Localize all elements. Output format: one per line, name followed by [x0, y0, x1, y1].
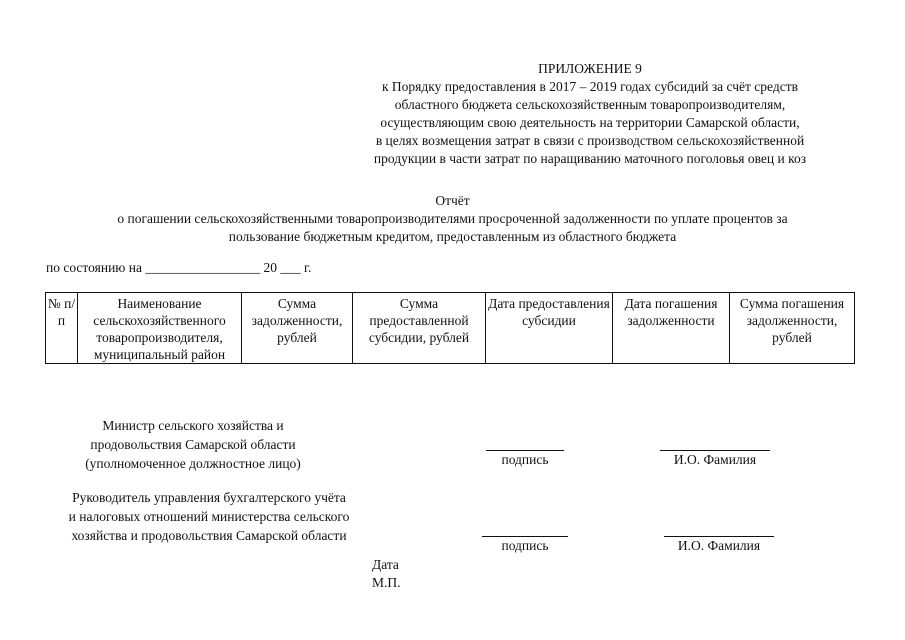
year-suffix: г. [303, 260, 312, 275]
accountant-title-line: Руководитель управления бухгалтерского учёта [72, 490, 346, 505]
report-subtitle-line: о погашении сельскохозяйственными товаропроизводителями просроченной задолженности по уплате процентов за [117, 211, 788, 226]
appendix-heading: ПРИЛОЖЕНИЕ 9 [538, 61, 642, 76]
minister-name-line [660, 450, 770, 451]
column-header-subsidy-amount: Сумма предоставленной субсидии, рублей [353, 293, 486, 364]
date-label: Дата [372, 557, 399, 572]
appendix-header [330, 60, 850, 168]
report-title-block [30, 192, 875, 246]
accountant-title-line: и налоговых отношений министерства сельского [68, 509, 350, 524]
column-header-repayment-amount: Сумма погашения задолженности, рублей [730, 293, 855, 364]
minister-title-block [58, 416, 328, 473]
date-and-seal [372, 556, 401, 592]
report-title: Отчёт [435, 193, 470, 208]
accountant-title-block [44, 488, 374, 545]
minister-title-line: (уполномоченное должностное лицо) [85, 456, 301, 471]
minister-title-line: продовольствия Самарской области [90, 437, 296, 452]
column-header-debt-amount: Сумма задолженности, рублей [242, 293, 353, 364]
accountant-name-line [664, 536, 774, 537]
column-header-producer: Наименование сельскохозяйственного товаропроизводителя, муниципальный район [78, 293, 242, 364]
as-of-label: по состоянию на [46, 260, 142, 275]
minister-title-line: Министр сельского хозяйства и [102, 418, 284, 433]
appendix-line: в целях возмещения затрат в связи с производством сельскохозяйственной [375, 133, 805, 148]
appendix-line: продукции в части затрат по наращиванию маточного поголовья овец и коз [373, 151, 807, 166]
report-subtitle-line: пользование бюджетным кредитом, предоставленным из областного бюджета [228, 229, 677, 244]
as-of-date-line [46, 260, 311, 276]
minister-signature-caption: подпись [501, 452, 549, 467]
accountant-signature-caption: подпись [501, 538, 549, 553]
date-blank: _________________ [145, 260, 261, 275]
column-header-number: № п/п [46, 293, 78, 364]
year-prefix: 20 [263, 260, 277, 275]
accountant-title-line: хозяйства и продовольствия Самарской области [71, 528, 347, 543]
minister-signature-line [486, 450, 564, 451]
year-blank: ___ [280, 260, 301, 275]
table-header-row [46, 293, 855, 364]
accountant-signature-line [482, 536, 568, 537]
accountant-name-caption: И.О. Фамилия [677, 538, 761, 553]
appendix-line: областного бюджета сельскохозяйственным товаропроизводителям, [394, 97, 786, 112]
report-table [45, 292, 855, 364]
appendix-line: к Порядку предоставления в 2017 – 2019 годах субсидий за счёт средств [381, 79, 798, 94]
column-header-repayment-date: Дата погашения задолженности [613, 293, 730, 364]
minister-name-caption: И.О. Фамилия [673, 452, 757, 467]
seal-label: М.П. [372, 575, 401, 590]
appendix-line: осуществляющим свою деятельность на территории Самарской области, [380, 115, 800, 130]
column-header-subsidy-date: Дата предоставления субсидии [486, 293, 613, 364]
